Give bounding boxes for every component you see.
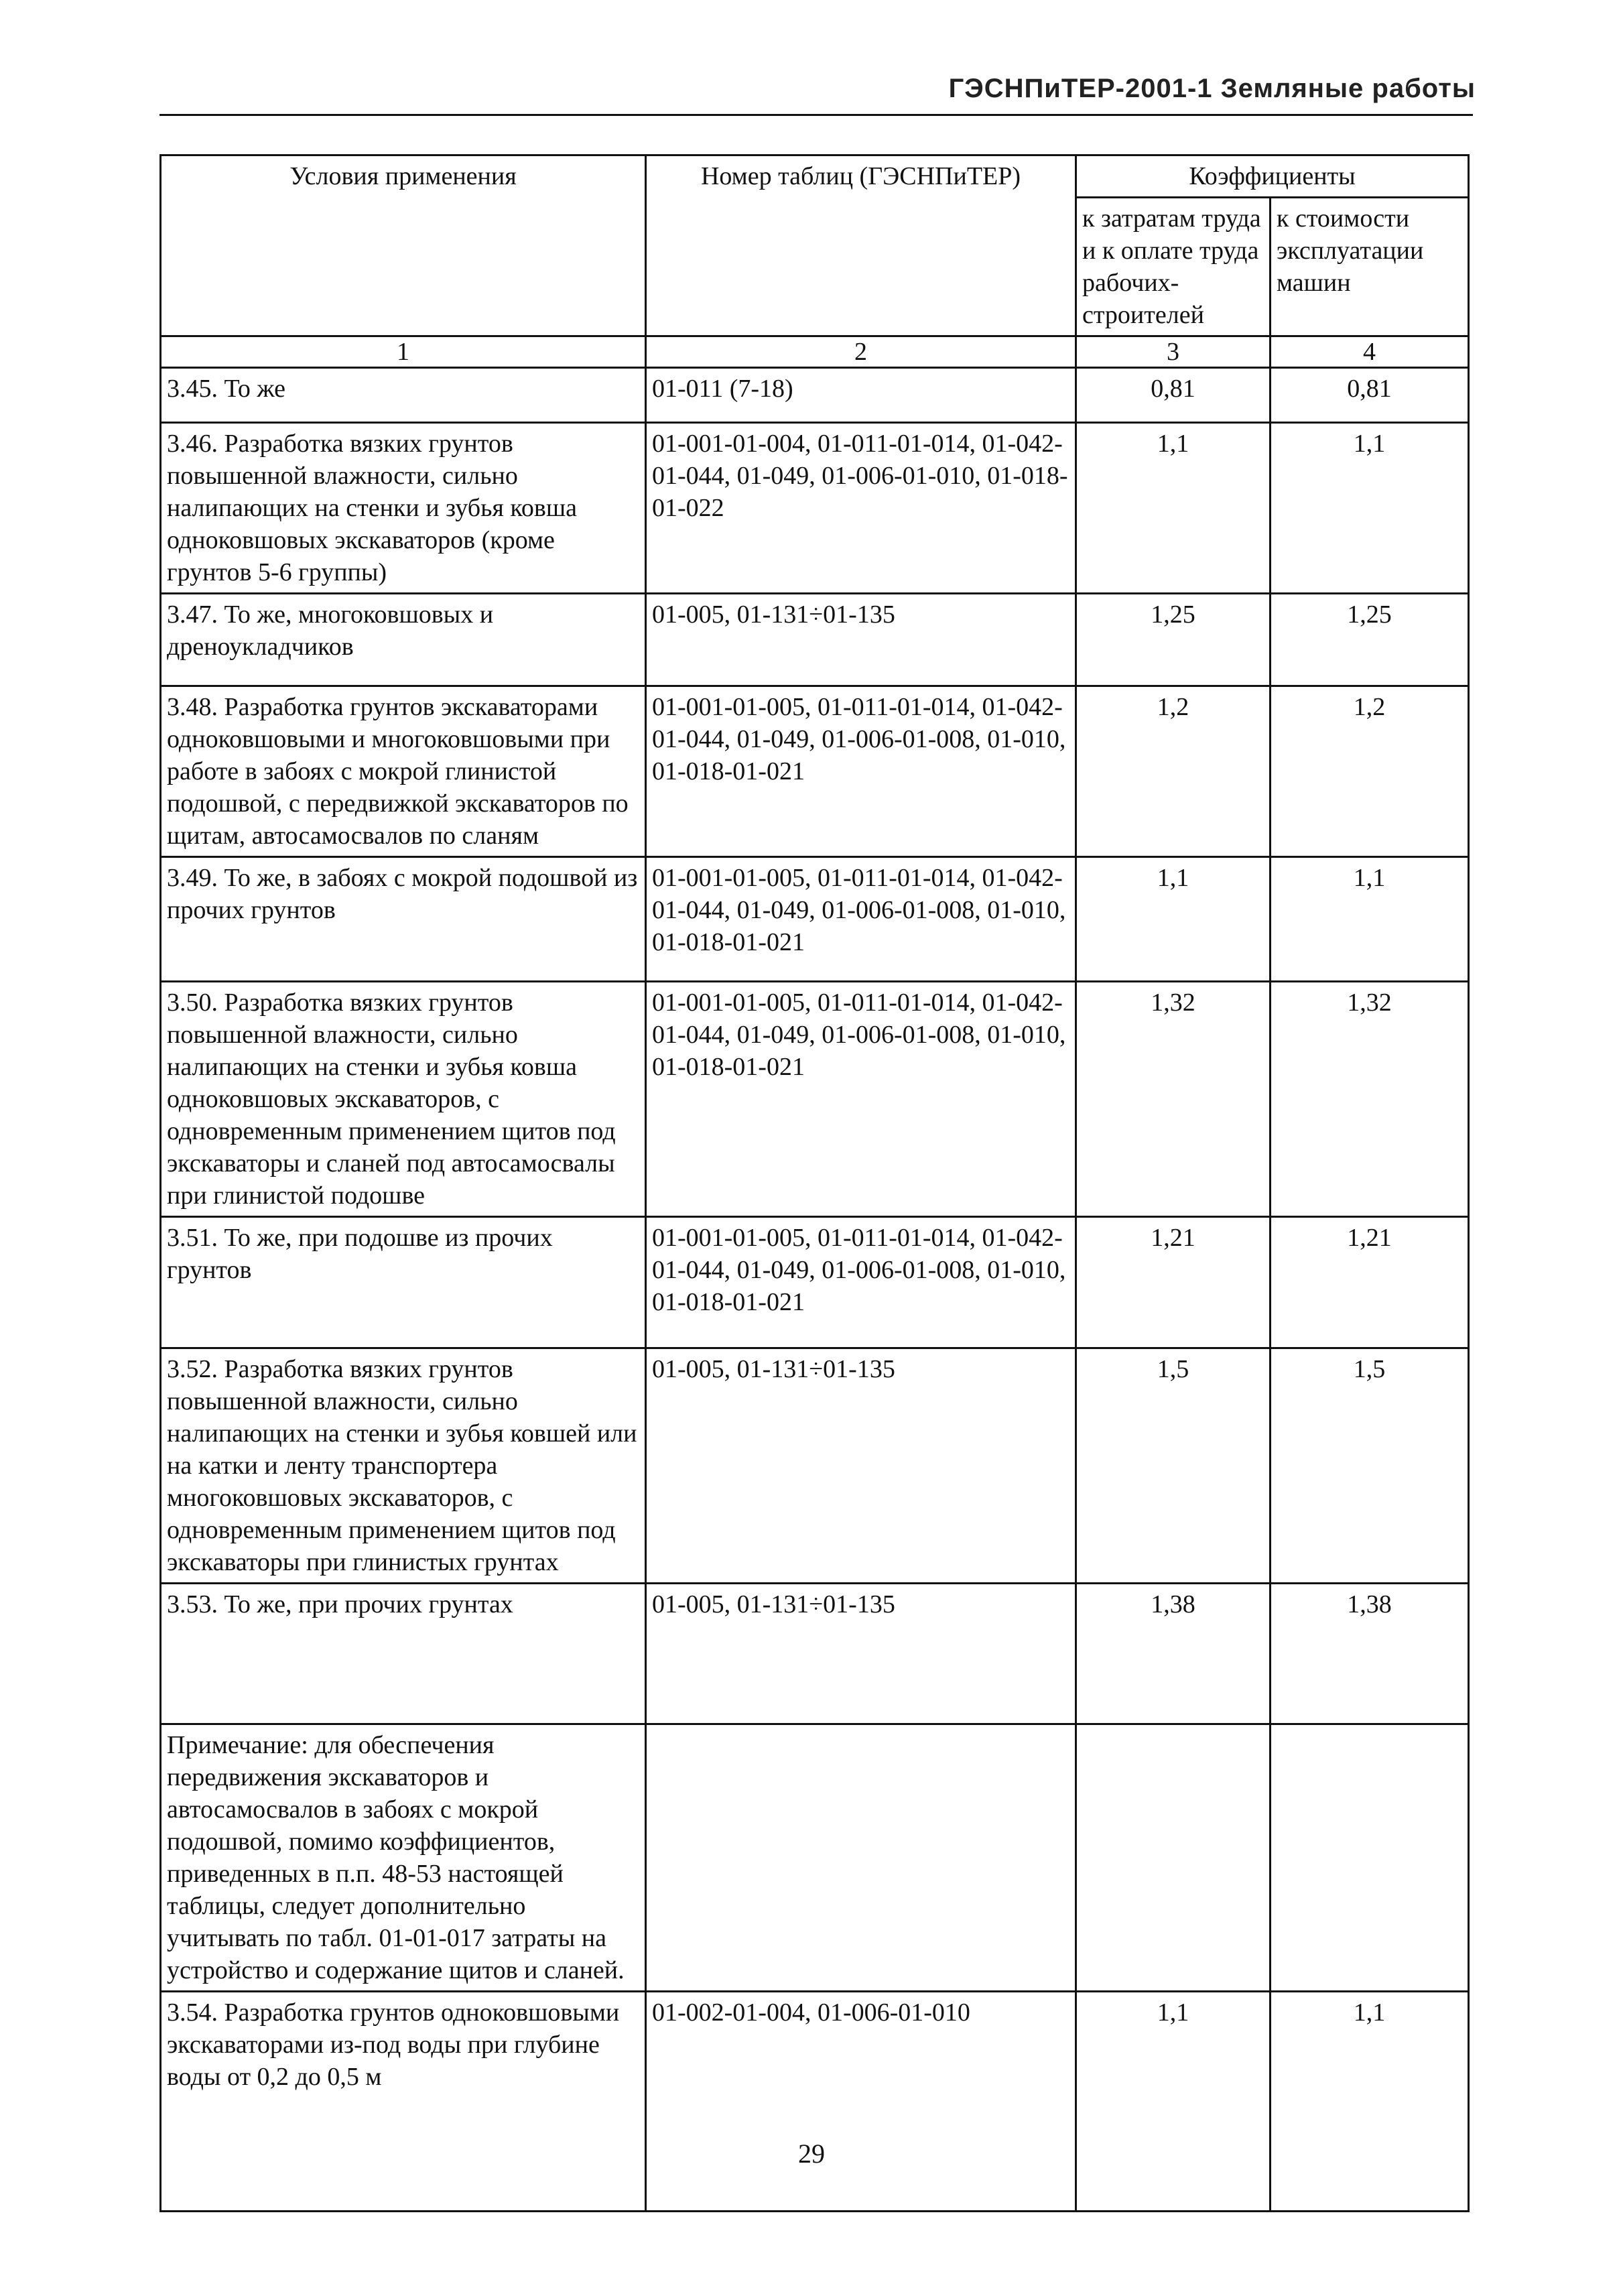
machine-coef-cell: 1,38 — [1271, 1584, 1469, 1724]
table-row — [161, 1348, 1469, 1584]
tables-cell: 01-001-01-005, 01-011-01-014, 01-042-01-044, 01-049, 01-006-01-008, 01-010, 01-018-01-021 — [646, 857, 1076, 982]
machine-coef-cell: 1,1 — [1271, 1992, 1469, 2212]
machine-coef-cell: 1,5 — [1271, 1348, 1469, 1584]
machine-coef-cell: 1,1 — [1271, 857, 1469, 982]
labor-coef-cell: 1,1 — [1076, 857, 1271, 982]
table-row — [161, 423, 1469, 594]
machine-coef-cell: 1,32 — [1271, 982, 1469, 1217]
tables-cell: 01-011 (7-18) — [646, 368, 1076, 423]
tables-cell: 01-005, 01-131÷01-135 — [646, 1348, 1076, 1584]
table-row — [161, 1217, 1469, 1348]
labor-coef-cell: 0,81 — [1076, 368, 1271, 423]
table-row — [161, 1724, 1469, 1992]
tables-cell: 01-005, 01-131÷01-135 — [646, 594, 1076, 686]
table-row — [161, 1584, 1469, 1724]
tables-cell: 01-001-01-005, 01-011-01-014, 01-042-01-044, 01-049, 01-006-01-008, 01-010, 01-018-01-021 — [646, 1217, 1076, 1348]
condition-cell: 3.46. Разработка вязких грунтов повышенной влажности, сильно налипающих на стенки и зубья ковша одноковшовых экскаваторов (кроме грунтов 5-6 группы) — [161, 423, 646, 594]
labor-coef-cell: 1,1 — [1076, 1992, 1271, 2212]
col1-header: Условия применения — [161, 155, 646, 336]
labor-coef-cell: 1,32 — [1076, 982, 1271, 1217]
table-row — [161, 1992, 1469, 2212]
col-number-2: 2 — [646, 336, 1076, 368]
labor-coef-cell: 1,1 — [1076, 423, 1271, 594]
machine-coef-cell: 1,2 — [1271, 686, 1469, 857]
machine-coef-cell: 1,1 — [1271, 423, 1469, 594]
tables-cell: 01-005, 01-131÷01-135 — [646, 1584, 1076, 1724]
machine-coef-cell: 1,25 — [1271, 594, 1469, 686]
col4-header: к стоимости эксплуатации машин — [1271, 198, 1469, 336]
condition-cell: 3.47. То же, многоковшовых и дреноукладчиков — [161, 594, 646, 686]
col2-header: Номер таблиц (ГЭСНПиТЕР) — [646, 155, 1076, 336]
table-row — [161, 857, 1469, 982]
tables-cell: 01-001-01-004, 01-011-01-014, 01-042-01-044, 01-049, 01-006-01-010, 01-018-01-022 — [646, 423, 1076, 594]
labor-coef-cell: 1,5 — [1076, 1348, 1271, 1584]
col-number-1: 1 — [161, 336, 646, 368]
condition-cell: 3.53. То же, при прочих грунтах — [161, 1584, 646, 1724]
tables-cell: 01-002-01-004, 01-006-01-010 — [646, 1992, 1076, 2212]
table-row — [161, 982, 1469, 1217]
condition-cell: 3.49. То же, в забоях с мокрой подошвой из прочих грунтов — [161, 857, 646, 982]
condition-cell: 3.45. То же — [161, 368, 646, 423]
labor-coef-cell: 1,21 — [1076, 1217, 1271, 1348]
col3-header: к затратам труда и к оплате труда рабочих-строителей — [1076, 198, 1271, 336]
table-row — [161, 368, 1469, 423]
coefficients-table — [159, 154, 1470, 2212]
machine-coef-cell: 1,21 — [1271, 1217, 1469, 1348]
labor-coef-cell — [1076, 1724, 1271, 1992]
labor-coef-cell: 1,25 — [1076, 594, 1271, 686]
tables-cell — [646, 1724, 1076, 1992]
condition-cell: 3.51. То же, при подошве из прочих грунтов — [161, 1217, 646, 1348]
condition-cell: 3.48. Разработка грунтов экскаваторами одноковшовыми и многоковшовыми при работе в забоях с мокрой глинистой подошвой, с передвижкой экскаваторов по щитам, автосамосвалов по сланям — [161, 686, 646, 857]
condition-cell: 3.54. Разработка грунтов одноковшовыми экскаваторами из-под воды при глубине воды от 0,2 до 0,5 м — [161, 1992, 646, 2212]
tables-cell: 01-001-01-005, 01-011-01-014, 01-042-01-044, 01-049, 01-006-01-008, 01-010, 01-018-01-021 — [646, 982, 1076, 1217]
labor-coef-cell: 1,2 — [1076, 686, 1271, 857]
col-number-4: 4 — [1271, 336, 1469, 368]
tables-cell: 01-001-01-005, 01-011-01-014, 01-042-01-044, 01-049, 01-006-01-008, 01-010, 01-018-01-021 — [646, 686, 1076, 857]
condition-cell: 3.52. Разработка вязких грунтов повышенной влажности, сильно налипающих на стенки и зубья ковшей или на катки и ленту транспортера многоковшовых экскаваторов, с одновременным применением щитов под экскаваторы при глинистых грунтах — [161, 1348, 646, 1584]
note-cell: Примечание: для обеспечения передвижения экскаваторов и автосамосвалов в забоях с мокрой подошвой, помимо коэффициентов, приведенных в п.п. 48-53 настоящей таблицы, следует дополнительно учитывать по табл. 01-01-017 затраты на устройство и содержание щитов и сланей. — [161, 1724, 646, 1992]
condition-cell: 3.50. Разработка вязких грунтов повышенной влажности, сильно налипающих на стенки и зубья ковша одноковшовых экскаваторов, с одновременным применением щитов под экскаваторы и сланей под автосамосвалы при глинистой подошве — [161, 982, 646, 1217]
labor-coef-cell: 1,38 — [1076, 1584, 1271, 1724]
table-row — [161, 594, 1469, 686]
table-row — [161, 686, 1469, 857]
machine-coef-cell — [1271, 1724, 1469, 1992]
document-header-title: ГЭСНПиТЕР-2001-1 Земляные работы — [948, 74, 1476, 103]
machine-coef-cell: 0,81 — [1271, 368, 1469, 423]
coef-header: Коэффициенты — [1076, 155, 1469, 198]
header-rule — [159, 114, 1473, 116]
col-number-3: 3 — [1076, 336, 1271, 368]
page-number: 29 — [798, 2139, 825, 2169]
